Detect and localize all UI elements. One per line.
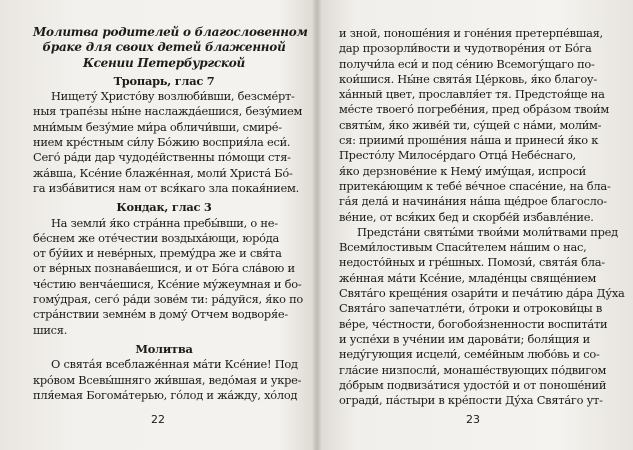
kontakion-line: шися.: [33, 322, 68, 337]
right-page: [322, 0, 633, 450]
prayer-line: дар прозорли́вости и чудотворе́ния от Бо́га: [339, 41, 592, 56]
troparion-line: га изба́витися нам от вся́каго зла покая́нием.: [33, 180, 299, 195]
prayer-line: получи́ла еси́ и под се́нию Всемогу́щаго по-: [339, 56, 595, 71]
prayer-line: и успе́хи в уче́нии им дарова́ти; боля́щия и: [339, 331, 590, 346]
prayer-line: кои́шися. Ны́не свята́я Це́рковь, я́ко благоу-: [339, 71, 597, 86]
prayer-title-line: Ксении Петербургской: [82, 55, 246, 70]
prayer-line: ве́ре, че́стности, богобоя́зненности воспита́ти: [339, 316, 608, 331]
troparion-line: жа́вша, Ксе́ние блаже́нная, моли́ Христа́ Бо́-: [33, 165, 293, 180]
prayer-line: же́нная ма́ти Ксе́ние, младе́нцы свяще́нием: [339, 270, 597, 285]
troparion-line: нием кре́стным си́лу Бо́жию восприя́ла еси́.: [33, 135, 291, 150]
right-page-text: [339, 26, 625, 408]
prayer-line: недосто́йных и гре́шных. Помози́, свята́я бла-: [339, 255, 605, 270]
prayer-line: и зной, поноше́ния и гоне́ния претерпе́вшая,: [339, 26, 603, 40]
prayer-line: до́брым подвиза́тися удосто́й и от поноше́ний: [339, 377, 607, 392]
kontakion-line: гому́драя, сего́ ра́ди зове́м ти: ра́дуйся, я́ко по: [33, 292, 304, 307]
prayer-line: я́ко дерзнове́ние к Нему́ иму́щая, испроси́: [339, 163, 586, 178]
troparion-line: Нищету́ Христо́ву возлюби́вши, безсме́рт-: [51, 89, 295, 104]
page-number: 22: [151, 413, 165, 426]
prayer-line: Всеми́лостивым Спаси́телем на́шим о нас,: [339, 240, 587, 255]
book-gutter: [312, 0, 322, 450]
kontakion-line: че́стию венча́ешися, Ксе́ние му́жеумная и бо-: [33, 276, 302, 291]
prayer-line: гла́сие низпосли́, монаше́ствующих по́двигом: [339, 362, 607, 377]
prayer-title-line: Молитва родителей о благословенном: [33, 25, 308, 39]
prayer-line: Свята́го запечатле́ти, о́троки и отрокови́цы в: [339, 301, 602, 316]
page-number: 23: [466, 413, 480, 426]
prayer-line: Предста́ни святы́ми твои́ми моли́твами пред: [357, 224, 618, 239]
prayer-line: пля́емая Богома́терью, гóлод и жа́жду, хо́лод: [33, 387, 298, 402]
troparion-line: мни́мым безу́мие ми́ра обличи́вши, смире́-: [33, 119, 282, 134]
troparion-heading: Тропарь, глас 7: [113, 73, 215, 88]
left-page: [0, 0, 312, 450]
prayer-heading: Молитва: [135, 341, 193, 356]
kontakion-line: На земли́ я́ко стра́нна пребы́вши, о не-: [51, 215, 278, 230]
kontakion-line: бе́снем же оте́честии воздыха́ющи, юро́да: [33, 230, 280, 245]
prayer-line: ве́ние, от вся́ких бед и скорбе́й избавле́ние.: [339, 209, 594, 224]
kontakion-line: от ве́рных познава́ешися, и от Бо́га сла́вою и: [33, 261, 295, 276]
prayer-line: святы́м, я́ко живе́й ти, су́щей с на́ми, моли́м-: [339, 117, 602, 132]
troparion-line: ныя трапе́зы ны́не наслажда́ешися, безу́мием: [33, 104, 303, 119]
prayer-line: притека́ющим к тебе́ ве́чное спасе́ние, на бла-: [339, 178, 611, 193]
prayer-line: огради́, па́стыри в кре́пости Ду́ха Свята́го ут-: [339, 393, 603, 408]
prayer-line: Свята́го креще́ния озари́ти и печа́тию да́ра Ду́ха: [339, 286, 625, 301]
left-page-text: [33, 25, 308, 403]
prayer-title-line: браке для своих детей блаженной: [42, 40, 286, 55]
prayer-line: О святáя всеблаже́нная ма́ти Ксе́ние! Под: [51, 357, 298, 372]
kontakion-line: от бу́йих и неве́рных, премýдра же и свя́та: [33, 246, 282, 261]
prayer-line: неду́гующия исцели́, семе́йным любо́вь и со-: [339, 347, 600, 362]
kontakion-heading: Кондак, глас 3: [116, 200, 212, 215]
prayer-line: кро́вом Всевы́шняго жи́вшая, ведо́мая и укре-: [33, 372, 302, 387]
prayer-line: Престо́лу Милосе́рдаго Отца́ Небе́снаго,: [339, 148, 576, 163]
prayer-line: ся: приими́ проше́ния на́ша и принеси́ я́ко к: [339, 133, 599, 148]
troparion-line: Сего́ ра́ди дар чудоде́йственны по́мощи стя-: [33, 150, 291, 165]
prayer-line: ха́нный цвет, прославля́ет тя. Предстоя́ще на: [339, 87, 605, 102]
kontakion-line: стра́нствии земне́м в дому́ Отчем водворя́е-: [33, 307, 288, 322]
prayer-line: ме́сте твоего́ погребе́ния, пред обра́зом твои́м: [339, 102, 609, 117]
prayer-line: га́я дела́ и начина́ния на́ша ще́дрое благосло-: [339, 194, 607, 209]
